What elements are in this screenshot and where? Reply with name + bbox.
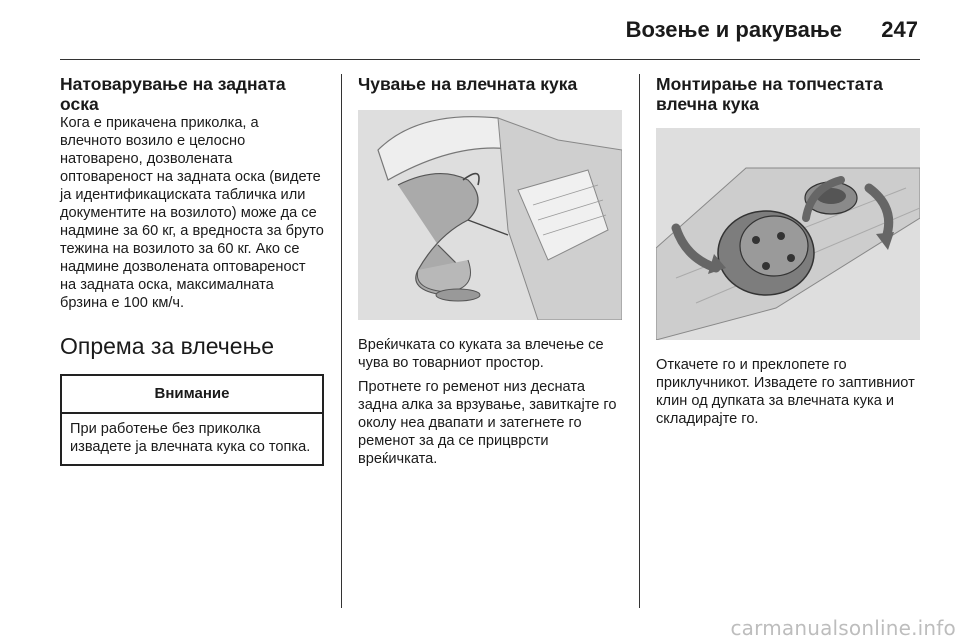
warning-text: При работење без приколка извадете ја влечната кука со топка. — [70, 421, 311, 455]
tow-ball-socket-illustration — [656, 128, 920, 340]
warning-box — [60, 374, 324, 466]
storage-paragraph: Протнете го ременот низ десната задна алка за врзување, завиткајте го околу неа двапати и затегнете го ременот за да се прицврсти вреќичката. — [358, 379, 617, 467]
rear-axle-paragraph: Кога е прикачена приколка, а влечното возило е целосно натоварено, дозволената оптовареност на задната оска (видете ја идентификациската табличка или документите на возилото) може да се надмине за 60 кг, а вредноста за бруто тежина на возилото за 60 кг. Ако се надмине дозволената оптовареност на задната оска, максималната брзина е 100 км/ч. — [60, 115, 324, 311]
header-divider — [60, 59, 920, 60]
page-header-title: Возење и ракување — [625, 17, 842, 42]
warning-title: Внимание — [62, 376, 322, 414]
column-middle — [358, 74, 622, 468]
tow-bar-bag-illustration — [358, 110, 622, 320]
mounting-paragraph: Откачете го и преклопете го приклучникот. Извадете го заптивниот клин од дупката за влечната кука и складирајте го. — [656, 357, 915, 427]
section-heading-towing-equipment: Опрема за влечење — [60, 333, 275, 359]
section-heading-storage: Чување на влечната кука — [358, 74, 578, 94]
section-heading-rear-axle: Натоварување на задната оска — [60, 74, 286, 114]
column-divider — [341, 74, 342, 608]
storage-caption: Вреќичката со куката за влечење се чува во товарниот простор. — [358, 337, 604, 371]
page-number: 247 — [881, 17, 918, 42]
column-right — [656, 74, 920, 428]
section-heading-mounting: Монтирање на топчестата влечна кука — [656, 74, 883, 114]
column-divider — [639, 74, 640, 608]
column-left — [60, 74, 324, 466]
watermark: carmanualsonline.info — [730, 616, 956, 640]
